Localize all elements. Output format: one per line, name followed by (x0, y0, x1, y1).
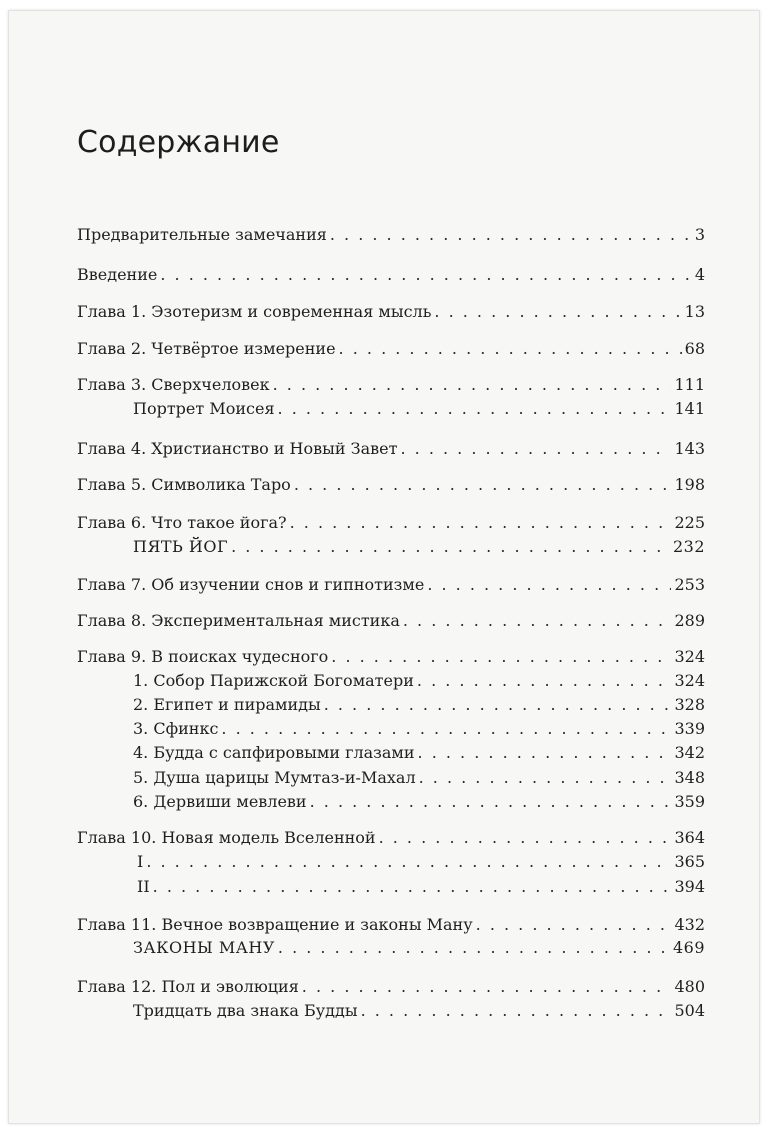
toc-entry-label: Предварительные замечания (77, 225, 327, 244)
toc-entry-page: 111 (674, 375, 705, 394)
toc-entry-page: 480 (674, 977, 705, 996)
toc-entry-label: 5. Душа царицы Мумтаз-и-Махал (133, 768, 416, 787)
toc-entry-label: Тридцать два знака Будды (133, 1001, 358, 1020)
toc-entry-page: 348 (674, 768, 705, 787)
toc-entry-page: 253 (674, 575, 705, 594)
toc-entry-page: 225 (674, 513, 705, 532)
toc-entry-label: Глава 3. Сверхчеловек (77, 375, 270, 394)
toc-subentry[interactable] (77, 938, 705, 958)
toc-entry-page: 339 (674, 719, 705, 738)
toc-entry-label: Введение (77, 265, 158, 284)
leader-dots (476, 915, 672, 935)
toc-subentry[interactable] (77, 768, 705, 788)
toc-subentry[interactable] (77, 743, 705, 763)
toc-entry-page: 3 (694, 225, 705, 244)
leader-dots (278, 938, 670, 958)
toc-entry-page: 324 (674, 647, 705, 666)
toc-entry[interactable] (77, 575, 705, 595)
toc-entry-label: Портрет Моисея (133, 399, 275, 418)
toc-entry[interactable] (77, 915, 705, 935)
toc-entry[interactable] (77, 977, 705, 997)
toc-entry-label: 3. Сфинкс (133, 719, 219, 738)
toc-entry-page: 68 (684, 339, 705, 358)
leader-dots (146, 852, 671, 872)
leader-dots (434, 302, 681, 322)
toc-entry-page: 324 (674, 671, 705, 690)
leader-dots (231, 537, 670, 557)
toc-subentry[interactable] (77, 695, 705, 715)
toc-entry-label: 2. Египет и пирамиды (133, 695, 321, 714)
toc-entry-page: 365 (674, 852, 705, 871)
toc-subentry[interactable] (77, 399, 705, 419)
toc-entry[interactable] (77, 302, 705, 322)
toc-entry-label: Глава 6. Что такое йога? (77, 513, 287, 532)
leader-dots (278, 399, 672, 419)
leader-dots (330, 225, 692, 245)
leader-dots (160, 265, 691, 285)
toc-entry-label: ЗАКОНЫ МАНУ (133, 938, 275, 957)
leader-dots (310, 792, 672, 812)
page-title: Содержание (77, 125, 280, 160)
toc-entry-label: 1. Собор Парижской Богоматери (133, 671, 414, 690)
toc-entry-page: 328 (674, 695, 705, 714)
leader-dots (331, 647, 671, 667)
toc-subentry[interactable] (77, 671, 705, 691)
toc-entry-page: 504 (674, 1001, 705, 1020)
toc-entry-page: 359 (674, 792, 705, 811)
leader-dots (361, 1001, 672, 1021)
toc-entry-page: 143 (674, 439, 705, 458)
toc-entry-label: Глава 7. Об изучении снов и гипнотизме (77, 575, 425, 594)
toc-entry[interactable] (77, 225, 705, 245)
toc-entry-page: 141 (674, 399, 705, 418)
toc-subentry[interactable] (77, 792, 705, 812)
leader-dots (153, 877, 672, 897)
toc-entry-page: 198 (674, 475, 705, 494)
toc-entry[interactable] (77, 375, 705, 395)
toc-entry-label: Глава 2. Четвёртое измерение (77, 339, 336, 358)
toc-entry[interactable] (77, 647, 705, 667)
toc-entry-page: 394 (674, 877, 705, 896)
leader-dots (379, 828, 672, 848)
toc-entry-label: II (137, 877, 150, 896)
toc-entry-label: Глава 9. В поисках чудесного (77, 647, 329, 666)
leader-dots (221, 719, 671, 739)
toc-entry-page: 289 (674, 611, 705, 630)
toc-entry-label: 6. Дервиши мевлеви (133, 792, 307, 811)
leader-dots (324, 695, 672, 715)
toc-entry-label: Глава 5. Символика Таро (77, 475, 291, 494)
toc-subentry[interactable] (77, 852, 705, 872)
toc-entry-label: Глава 11. Вечное возвращение и законы Ману (77, 915, 473, 934)
toc-entry[interactable] (77, 475, 705, 495)
toc-entry[interactable] (77, 513, 705, 533)
toc-subentry[interactable] (77, 719, 705, 739)
toc-entry-label: Глава 1. Эзотеризм и современная мысль (77, 302, 432, 321)
toc-entry[interactable] (77, 611, 705, 631)
toc-entry-label: ПЯТЬ ЙОГ (133, 537, 229, 556)
toc-entry-label: I (137, 852, 144, 871)
leader-dots (427, 575, 671, 595)
book-page (8, 10, 760, 1124)
leader-dots (339, 339, 682, 359)
leader-dots (418, 743, 672, 763)
leader-dots (400, 439, 671, 459)
toc-entry-page: 342 (674, 743, 705, 762)
toc-entry-page: 432 (674, 915, 705, 934)
toc-entry-page: 364 (674, 828, 705, 847)
toc-subentry[interactable] (77, 537, 705, 557)
toc-entry-label: Глава 12. Пол и эволюция (77, 977, 299, 996)
leader-dots (290, 513, 672, 533)
toc-entry-label: Глава 4. Христианство и Новый Завет (77, 439, 398, 458)
toc-entry-page: 469 (672, 938, 705, 957)
leader-dots (403, 611, 672, 631)
toc-entry[interactable] (77, 265, 705, 285)
toc-entry[interactable] (77, 439, 705, 459)
toc-entry-label: 4. Будда с сапфировыми глазами (133, 743, 415, 762)
leader-dots (273, 375, 672, 395)
toc-entry-page: 4 (694, 265, 705, 284)
leader-dots (294, 475, 672, 495)
leader-dots (417, 671, 672, 691)
toc-entry-label: Глава 10. Новая модель Вселенной (77, 828, 376, 847)
toc-entry-page: 232 (672, 537, 705, 556)
toc-entry[interactable] (77, 339, 705, 359)
toc-entry-page: 13 (684, 302, 705, 321)
toc-entry-label: Глава 8. Экспериментальная мистика (77, 611, 400, 630)
toc-subentry[interactable] (77, 1001, 705, 1021)
toc-entry[interactable] (77, 828, 705, 848)
toc-subentry[interactable] (77, 877, 705, 897)
leader-dots (419, 768, 672, 788)
leader-dots (302, 977, 672, 997)
